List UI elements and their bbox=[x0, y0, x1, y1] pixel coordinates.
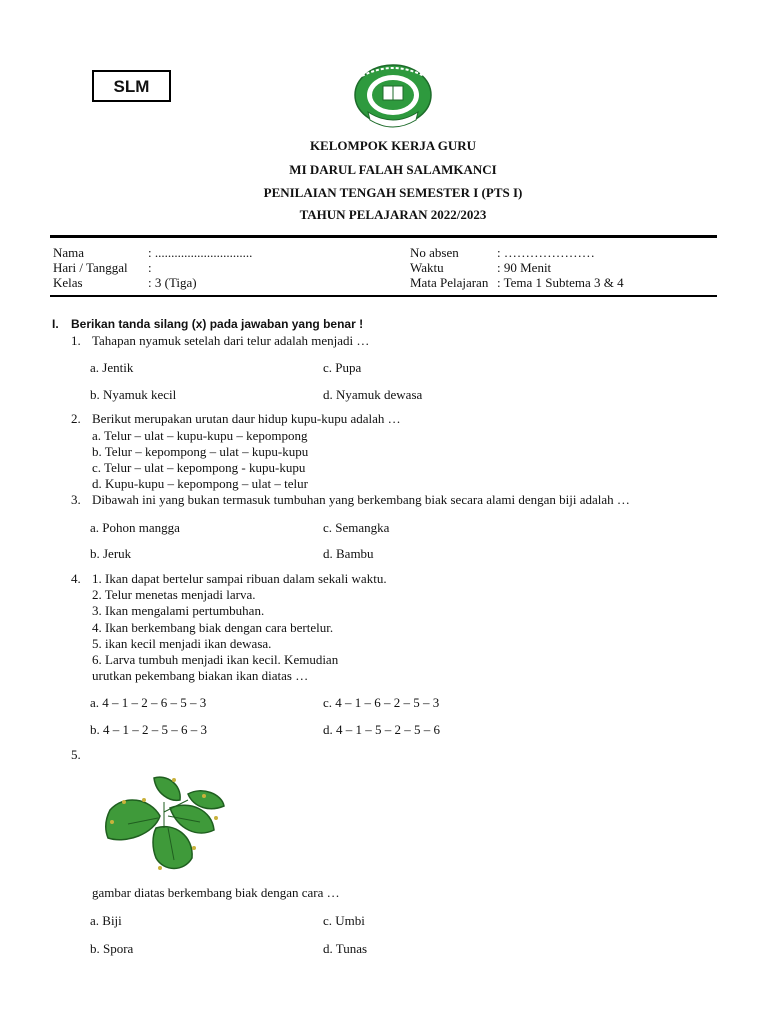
question-3-number: 3. bbox=[71, 492, 81, 507]
header-school-name: MI DARUL FALAH SALAMKANCI bbox=[289, 162, 497, 177]
question-2-number: 2. bbox=[71, 411, 81, 426]
section-instruction: Berikan tanda silang (x) pada jawaban yang benar ! bbox=[71, 317, 364, 331]
nama-label: Nama bbox=[53, 245, 85, 260]
top-divider bbox=[50, 235, 717, 238]
question-3-option-c: c. Semangka bbox=[323, 520, 390, 535]
mata-pelajaran-label: Mata Pelajaran bbox=[410, 275, 489, 290]
no-absen-field: : ………………… bbox=[497, 245, 595, 260]
question-5-option-b: b. Spora bbox=[90, 941, 134, 956]
question-5-option-a: a. Biji bbox=[90, 913, 122, 928]
waktu-field: : 90 Menit bbox=[497, 260, 552, 275]
header-school-year: TAHUN PELAJARAN 2022/2023 bbox=[299, 207, 487, 222]
nama-field: : .............................. bbox=[148, 245, 253, 260]
question-3-option-b: b. Jeruk bbox=[90, 546, 132, 561]
hari-tanggal-label: Hari / Tanggal bbox=[53, 260, 128, 275]
question-5-text: gambar diatas berkembang biak dengan cara … bbox=[92, 885, 340, 900]
question-5-number: 5. bbox=[71, 747, 81, 762]
question-5-option-c: c. Umbi bbox=[323, 913, 365, 928]
question-4-number: 4. bbox=[71, 571, 81, 586]
bottom-divider bbox=[50, 295, 717, 297]
kelas-field: : 3 (Tiga) bbox=[148, 275, 197, 290]
waktu-label: Waktu bbox=[410, 260, 444, 275]
question-1-number: 1. bbox=[71, 333, 81, 348]
plant-leaves-illustration bbox=[104, 772, 230, 876]
question-3-option-d: d. Bambu bbox=[323, 546, 374, 561]
question-4-line: 1. Ikan dapat bertelur sampai ribuan dalam sekali waktu. bbox=[92, 571, 387, 586]
question-4-option-a: a. 4 – 1 – 2 – 6 – 5 – 3 bbox=[90, 695, 207, 710]
school-logo-emblem bbox=[352, 62, 434, 132]
question-4-line: 5. ikan kecil menjadi ikan dewasa. bbox=[92, 636, 272, 651]
question-2-option-a: a. Telur – ulat – kupu-kupu – kepompong bbox=[92, 428, 308, 443]
question-3-text: Dibawah ini yang bukan termasuk tumbuhan yang berkembang biak secara alami dengan biji adalah … bbox=[92, 492, 630, 507]
question-1-text: Tahapan nyamuk setelah dari telur adalah menjadi … bbox=[92, 333, 370, 348]
question-4-option-b: b. 4 – 1 – 2 – 5 – 6 – 3 bbox=[90, 722, 207, 737]
question-1-option-b: b. Nyamuk kecil bbox=[90, 387, 177, 402]
question-1-option-a: a. Jentik bbox=[90, 360, 134, 375]
section-number: I. bbox=[52, 317, 59, 331]
question-4-line: 3. Ikan mengalami pertumbuhan. bbox=[92, 603, 265, 618]
question-4-option-c: c. 4 – 1 – 6 – 2 – 5 – 3 bbox=[323, 695, 440, 710]
mata-pelajaran-field: : Tema 1 Subtema 3 & 4 bbox=[497, 275, 624, 290]
question-3-option-a: a. Pohon mangga bbox=[90, 520, 180, 535]
question-1-option-d: d. Nyamuk dewasa bbox=[323, 387, 423, 402]
question-2-option-c: c. Telur – ulat – kepompong - kupu-kupu bbox=[92, 460, 306, 475]
no-absen-label: No absen bbox=[410, 245, 459, 260]
question-4-prompt: urutkan pekembang biakan ikan diatas … bbox=[92, 668, 309, 683]
class-code-badge: SLM bbox=[92, 70, 171, 102]
question-4-option-d: d. 4 – 1 – 5 – 2 – 5 – 6 bbox=[323, 722, 440, 737]
question-2-option-b: b. Telur – kepompong – ulat – kupu-kupu bbox=[92, 444, 309, 459]
question-4-line: 2. Telur menetas menjadi larva. bbox=[92, 587, 256, 602]
header-exam-title: PENILAIAN TENGAH SEMESTER I (PTS I) bbox=[263, 185, 523, 200]
question-2-option-d: d. Kupu-kupu – kepompong – ulat – telur bbox=[92, 476, 308, 491]
question-4-line: 4. Ikan berkembang biak dengan cara bertelur. bbox=[92, 620, 334, 635]
question-5-option-d: d. Tunas bbox=[323, 941, 368, 956]
kelas-label: Kelas bbox=[53, 275, 83, 290]
hari-tanggal-field: : bbox=[148, 260, 152, 275]
question-2-text: Berikut merupakan urutan daur hidup kupu-kupu adalah … bbox=[92, 411, 401, 426]
question-1-option-c: c. Pupa bbox=[323, 360, 362, 375]
header-group-name: KELOMPOK KERJA GURU bbox=[309, 138, 477, 153]
question-4-line: 6. Larva tumbuh menjadi ikan kecil. Kemudian bbox=[92, 652, 339, 667]
